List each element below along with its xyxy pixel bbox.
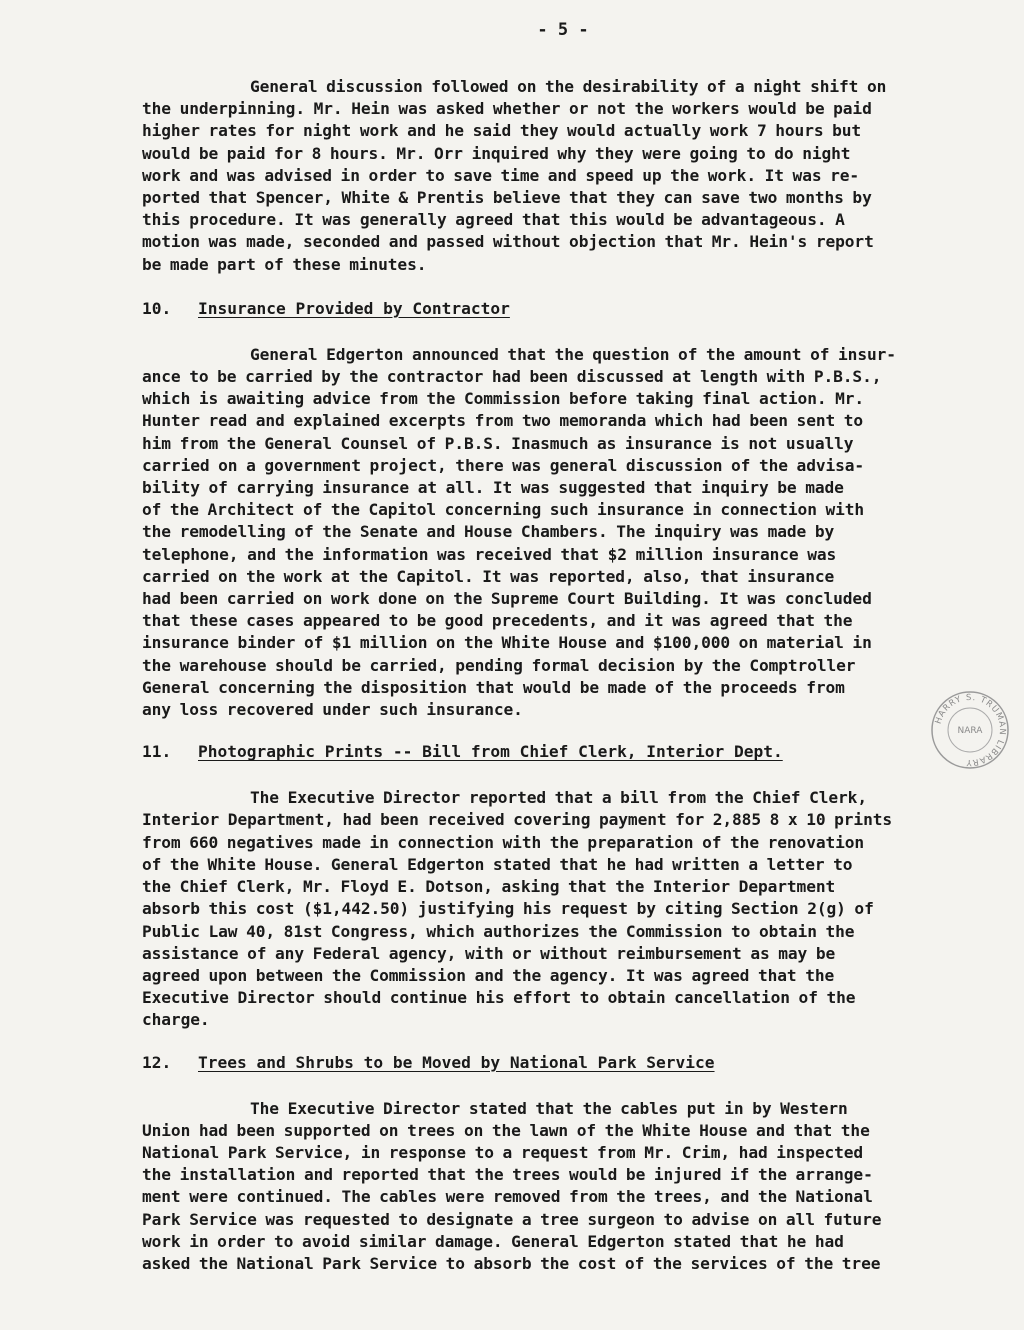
section-number: 10.: [142, 298, 172, 318]
section-number: 11.: [142, 742, 172, 762]
section-body-12: The Executive Director stated that the cables put in by Western Union had been supported on trees on the lawn of the White House and that the National Park Service, in response to a request from Mr. Crim, had inspected the installation and reported that the trees would be injured if the arrange- ment were continued. The cables were removed from the trees, and the National Park Service was requested to designate a tree surgeon to advise on all future work in order to avoid similar damage. General Edgerton stated that he had asked the National Park Service to absorb the cost of the services of the tree: [142, 1098, 882, 1273]
section-body-11: The Executive Director reported that a bill from the Chief Clerk, Interior Department, had been received covering payment for 2,885 8 x 10 prints from 660 negatives made in connection with the preparation of the renovation of the White House. General Edgerton stated that he had written a letter to the Chief Clerk, Mr. Floyd E. Dotson, asking that the Interior Department absorb this cost ($1,442.50) justifying his request by citing Section 2(g) of Public Law 40, 81st Congress, which authorizes the Commission to obtain the assistance of any Federal agency, with or without reimbursement as may be agreed upon between the Commission and the agency. It was agreed that the Executive Director should continue his effort to obtain cancellation of the charge.: [142, 788, 893, 1030]
section-title: Insurance Provided by Contractor: [198, 298, 510, 318]
page-number: - 5 -: [537, 20, 589, 40]
section-body-10: General Edgerton announced that the question of the amount of insur- ance to be carried by the contractor had been discussed at length with P.B.S., which is awaiting advice from the Commission before taking final action. Mr. Hunter read and explained excerpts from two memoranda which had been sent to him from the General Counsel of P.B.S. Inasmuch as insurance is not usually carried on a government project, there was general discussion of the advisa- bility of carrying insurance at all. It was suggested that inquiry be made of the Architect of the Capitol concerning such insurance in connection with the remodelling of the Senate and House Chambers. The inquiry was made by telephone, and the information was received that $2 million insurance was carried on the work at the Capitol. It was reported, also, that insurance had been carried on work done on the Supreme Court Building. It was concluded that these cases appeared to be good precedents, and it was agreed that the insurance binder of $1 million on the White House and $100,000 on material in the warehouse should be carried, pending formal decision by the Comptroller General concerning the disposition that would be made of the proceeds from any loss recovered under such insurance.: [142, 344, 896, 720]
section-title: Trees and Shrubs to be Moved by National Park Service: [198, 1052, 715, 1072]
section-number: 12.: [142, 1052, 172, 1072]
section-title: Photographic Prints -- Bill from Chief Clerk, Interior Dept.: [198, 742, 783, 762]
library-seal-stamp: [928, 688, 1012, 772]
intro-paragraph: General discussion followed on the desirability of a night shift on the underpinning. Mr. Hein was asked whether or not the workers would be paid higher rates for night work and he said they would actually work 7 hours but would be paid for 8 hours. Mr. Orr inquired why they were going to do night work and was advised in order to save time and speed up the work. It was re- ported that Spencer, White & Prentis believe that they can save two months by this procedure. It was generally agreed that this would be advantageous. A motion was made, seconded and passed without objection that Mr. Hein's report be made part of these minutes.: [142, 77, 887, 274]
section-heading-11: [142, 741, 964, 763]
section-heading-12: [142, 1052, 964, 1074]
stamp-ring-text: HARRY S. TRUMAN LIBRARY: [933, 692, 1008, 768]
stamp-center-text: NARA: [957, 726, 983, 736]
section-heading-10: [142, 298, 964, 320]
